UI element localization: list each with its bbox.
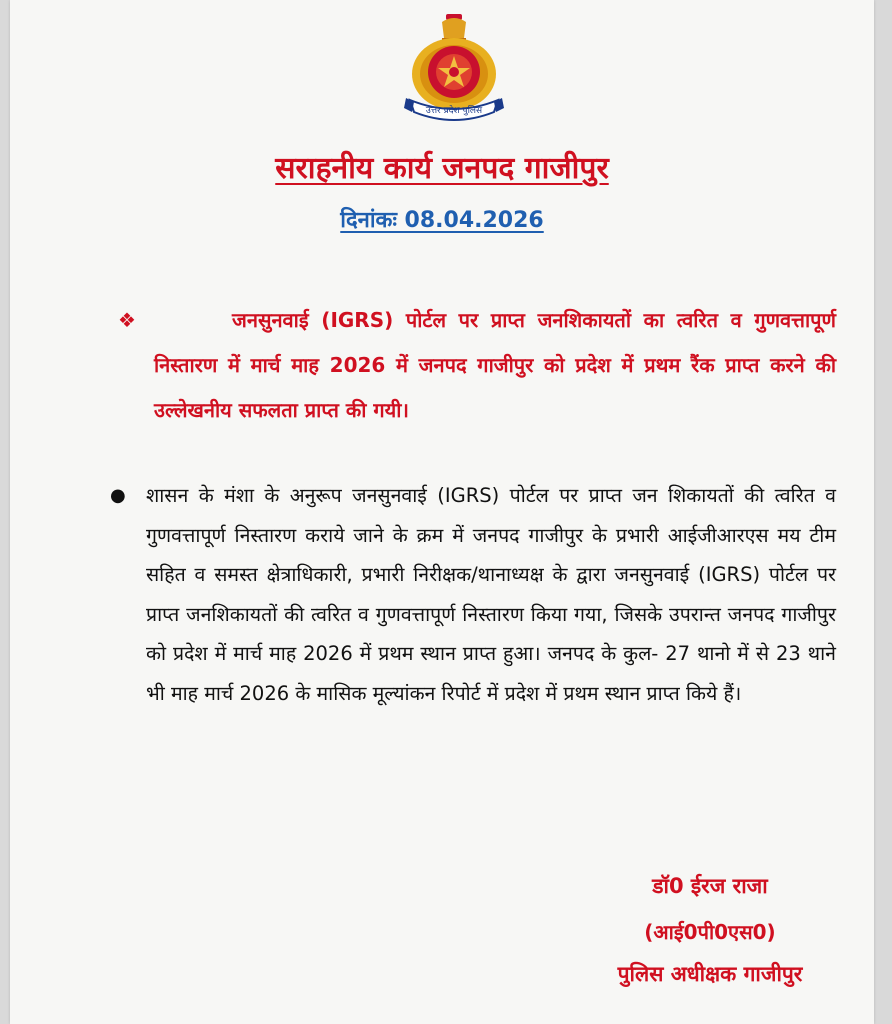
diamond-bullet-icon: ❖ xyxy=(118,308,136,332)
signature-name: डॉ0 ईरज राजा xyxy=(652,874,768,898)
highlight-paragraph xyxy=(118,298,836,433)
body-paragraph xyxy=(110,476,836,713)
signature-designation: पुलिस अधीक्षक गाजीपुर xyxy=(617,962,803,986)
highlight-text: जनसुनवाई (IGRS) पोर्टल पर प्राप्त जनशिकायतों का त्वरित व गुणवत्तापूर्ण निस्तारण में मार्च माह 2026 में जनपद गाजीपुर को प्रदेश में प्रथम रैंक प्राप्त करने की उल्लेखनीय सफलता प्राप्त की गयी। xyxy=(154,308,836,422)
emblem-ribbon-label: उत्तर प्रदेश पुलिस xyxy=(425,106,483,116)
page-title: सराहनीय कार्य जनपद गाजीपुर xyxy=(275,151,609,186)
signature-service: (आई0पी0एस0) xyxy=(644,920,776,944)
document-date: दिनांकः 08.04.2026 xyxy=(340,208,544,233)
document-page xyxy=(10,0,874,1024)
up-police-emblem-icon xyxy=(402,12,506,124)
round-bullet-icon: ● xyxy=(110,485,126,506)
body-text: शासन के मंशा के अनुरूप जनसुनवाई (IGRS) पोर्टल पर प्राप्त जन शिकायतों की त्वरित व गुणवत्तापूर्ण निस्तारण कराये जाने के क्रम में जनपद गाजीपुर के प्रभारी आईजीआरएस मय टीम सहित व समस्त क्षेत्राधिकारी, प्रभारी निरीक्षक/थानाध्यक्ष के द्वारा जनसुनवाई (IGRS) पोर्टल पर प्राप्त जनशिकायतों की त्वरित व गुणवत्तापूर्ण निस्तारण किया गया, जिसके उपरान्त जनपद गाजीपुर को प्रदेश में मार्च माह 2026 में प्रथम स्थान प्राप्त हुआ। जनपद के कुल- 27 थानो में से 23 थाने भी माह मार्च 2026 के मासिक मूल्यांकन रिपोर्ट में प्रदेश में प्रथम स्थान प्राप्त किये हैं। xyxy=(146,484,836,705)
